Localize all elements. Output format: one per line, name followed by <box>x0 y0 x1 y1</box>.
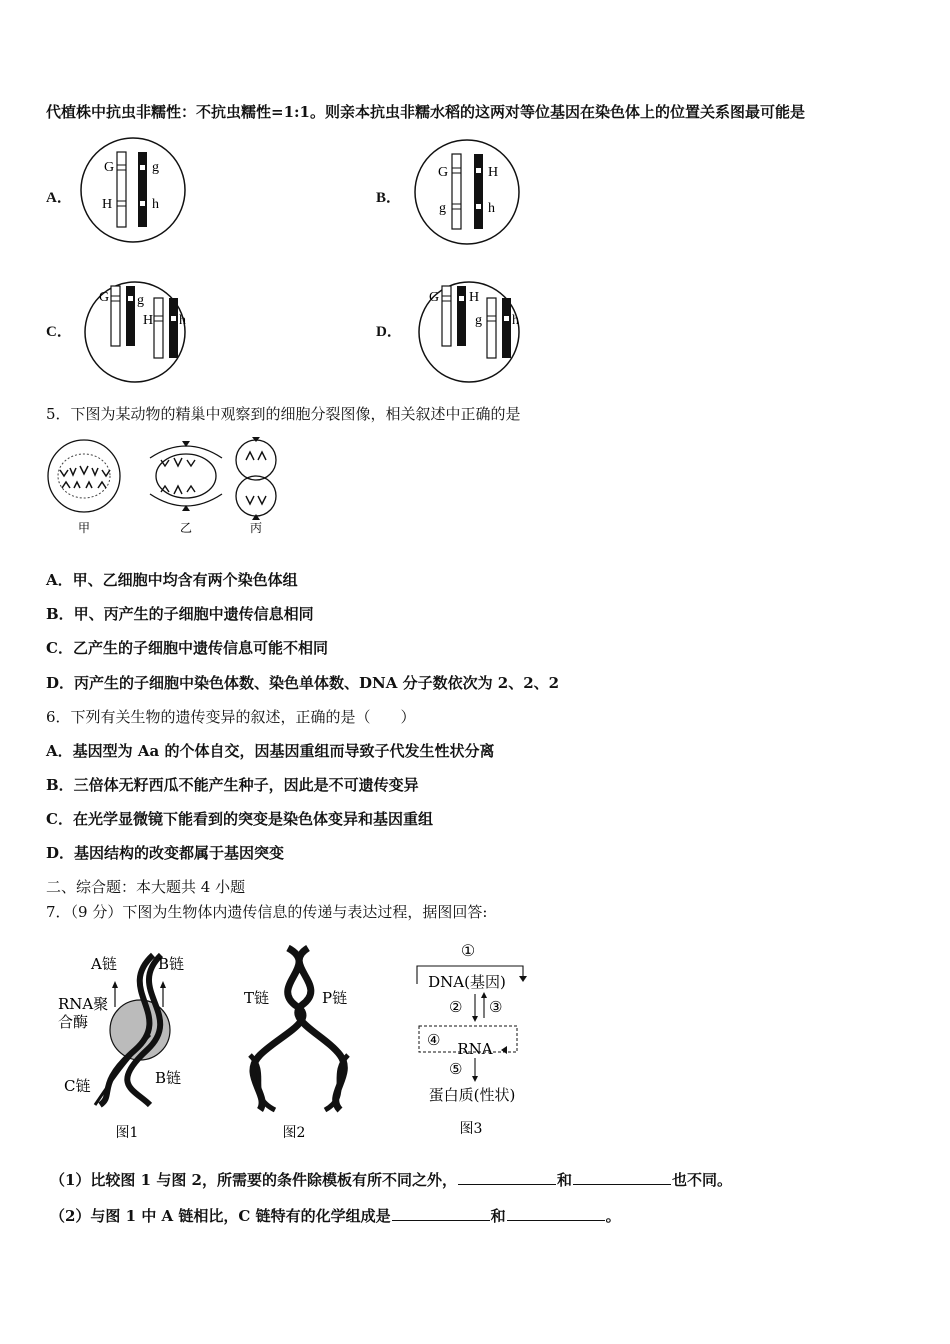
q4-option-d-diagram <box>414 280 529 385</box>
q7-sub-1 <box>50 1170 732 1190</box>
q5-cell-diagrams <box>46 438 296 538</box>
q6-option-a: A．基因型为 Aa 的个体自交，因基因重组而导致子代发生性状分离 <box>46 742 495 760</box>
q6-option-c: C．在光学显微镜下能看到的突变是染色体变异和基因重组 <box>46 810 433 828</box>
cell-label-yi: 乙 <box>179 521 193 535</box>
gene-label: H <box>469 290 480 305</box>
step-1: ① <box>460 941 476 960</box>
gene-label: H <box>488 165 499 180</box>
q4-option-b-label: B． <box>376 190 402 206</box>
q4-option-a-diagram <box>80 137 190 247</box>
section-heading: 二、综合题：本大题共 4 小题 <box>46 878 246 896</box>
gene-label: G <box>104 160 115 175</box>
gene-label: g <box>475 313 482 328</box>
gene-label: H <box>102 197 113 212</box>
p-chain-label: P链 <box>322 989 348 1007</box>
q7-sub-1-part-b: 和 <box>556 1171 572 1189</box>
answer-blank[interactable] <box>507 1206 605 1221</box>
q7-figure-1 <box>55 945 215 1145</box>
gene-label: h <box>152 197 159 212</box>
q6-stem: 6．下列有关生物的遗传变异的叙述，正确的是（ ） <box>46 708 416 726</box>
step-5: ⑤ <box>449 1060 463 1078</box>
figure-3-caption: 图3 <box>459 1121 483 1137</box>
a-chain-label: A链 <box>91 955 117 973</box>
gene-label: g <box>439 201 446 216</box>
answer-blank[interactable] <box>573 1170 671 1185</box>
q4-option-c-label: C． <box>46 324 72 340</box>
dna-gene-label: DNA(基因) <box>428 973 506 991</box>
q5-option-a: A．甲、乙细胞中均含有两个染色体组 <box>46 571 298 589</box>
q4-option-b-diagram <box>414 140 524 250</box>
answer-blank[interactable] <box>458 1170 556 1185</box>
cell-yi <box>150 441 222 511</box>
rna-pol-label-2: 合酶 <box>58 1013 89 1031</box>
cell-label-jia: 甲 <box>77 521 91 535</box>
gene-label: G <box>99 290 110 305</box>
q7-sub-2 <box>50 1206 621 1226</box>
gene-label: h <box>488 201 495 216</box>
t-chain-label: T链 <box>244 989 270 1007</box>
protein-trait-label: 蛋白质(性状) <box>428 1086 516 1104</box>
q7-stem: 7．（9 分）下图为生物体内遗传信息的传递与表达过程，据图回答: <box>46 903 488 921</box>
gene-label: G <box>429 290 440 305</box>
q7-figure-2 <box>230 945 370 1145</box>
q4-option-c-diagram <box>80 280 195 385</box>
step-4: ④ <box>427 1031 441 1049</box>
q5-option-c: C．乙产生的子细胞中遗传信息可能不相同 <box>46 639 328 657</box>
q5-option-b: B．甲、丙产生的子细胞中遗传信息相同 <box>46 605 314 623</box>
q6-option-b: B．三倍体无籽西瓜不能产生种子，因此是不可遗传变异 <box>46 776 419 794</box>
gene-label: G <box>438 165 449 180</box>
gene-label: h <box>512 313 519 328</box>
q6-option-d: D．基因结构的改变都属于基因突变 <box>46 844 285 862</box>
cell-jia <box>48 440 120 512</box>
q7-sub-2-part-a: （2）与图 1 中 A 链相比，C 链特有的化学组成是 <box>50 1207 391 1225</box>
q4-stem-tail: 代植株中抗虫非糯性：不抗虫糯性=1:1。则亲本抗虫非糯水稻的这两对等位基因在染色体上的位置关系图最可能是 <box>46 103 805 121</box>
q4-option-d-label: D． <box>376 324 402 340</box>
q4-option-a-label: A． <box>46 190 72 206</box>
q7-figure-3 <box>405 938 545 1138</box>
gene-label: H <box>143 313 154 328</box>
q5-option-d: D．丙产生的子细胞中染色体数、染色单体数、DNA 分子数依次为 2、2、2 <box>46 674 560 692</box>
b-chain-top-label: B链 <box>158 955 185 973</box>
step-2: ② <box>449 998 463 1016</box>
figure-1-caption: 图1 <box>115 1125 139 1141</box>
figure-2-caption: 图2 <box>282 1125 306 1141</box>
q5-stem: 5．下图为某动物的精巢中观察到的细胞分裂图像，相关叙述中正确的是 <box>46 405 521 423</box>
q7-sub-2-part-c: 。 <box>605 1207 621 1225</box>
q7-sub-1-part-c: 也不同。 <box>672 1171 733 1189</box>
rna-label: RNA <box>457 1040 493 1058</box>
c-chain-label: C链 <box>64 1077 91 1095</box>
cell-label-bing: 丙 <box>249 521 263 535</box>
gene-label: g <box>137 293 144 308</box>
q7-sub-1-part-a: （1）比较图 1 与图 2，所需要的条件除模板有所不同之外， <box>50 1171 457 1189</box>
q7-sub-2-part-b: 和 <box>490 1207 506 1225</box>
answer-blank[interactable] <box>392 1206 490 1221</box>
gene-label: h <box>179 313 186 328</box>
rna-pol-label-1: RNA聚 <box>58 995 109 1013</box>
gene-label: g <box>152 160 159 175</box>
cell-bing <box>236 437 276 520</box>
b-chain-bottom-label: B链 <box>155 1069 182 1087</box>
step-3: ③ <box>489 998 503 1016</box>
